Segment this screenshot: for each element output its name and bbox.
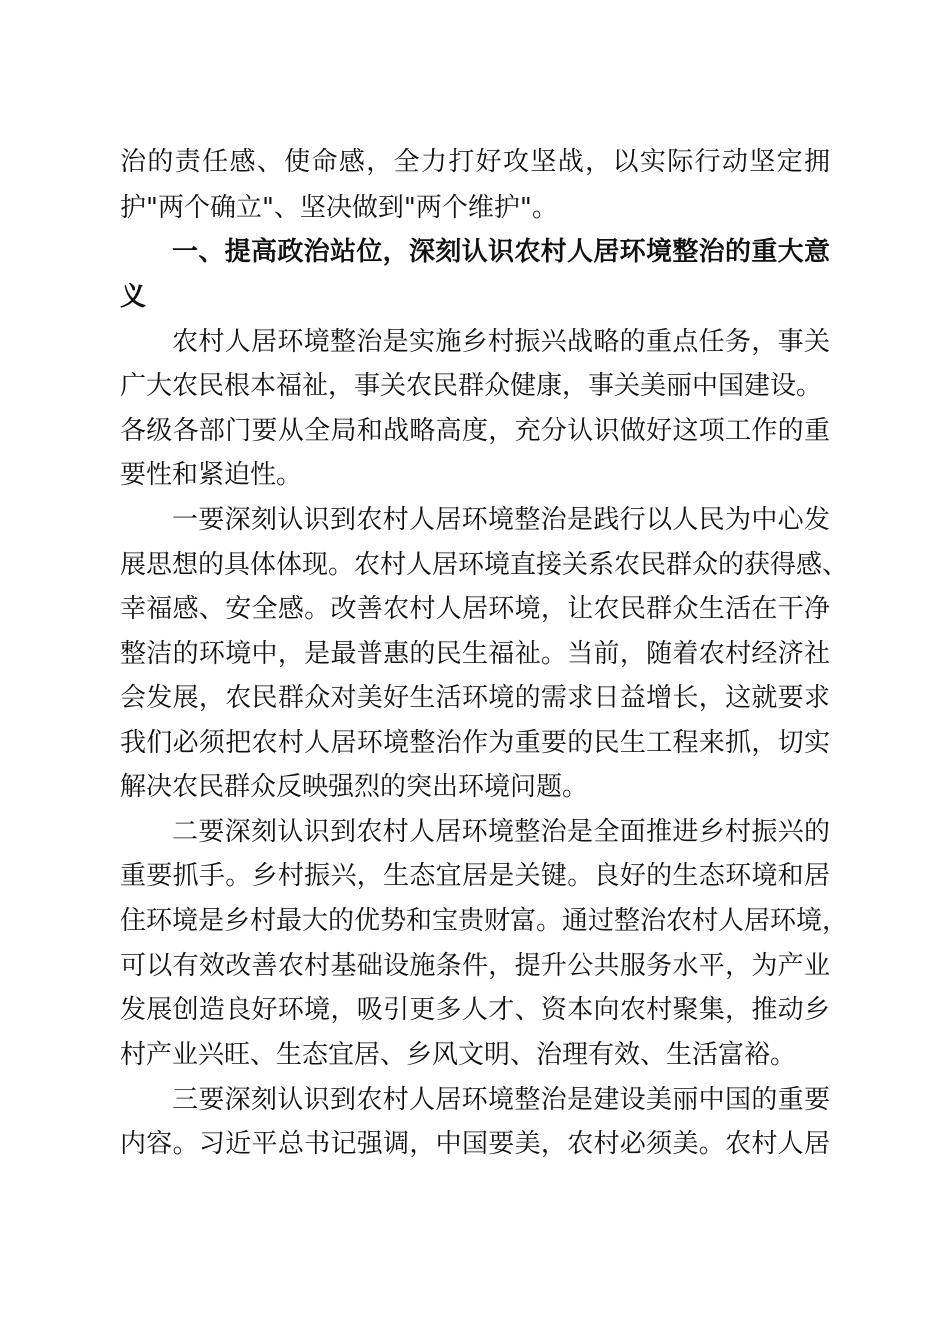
text-line: 农村人居环境整治是实施乡村振兴战略的重点任务，事关 (172, 327, 830, 357)
text-line: 一要深刻认识到农村人居环境整治是践行以人民为中心发 (172, 505, 830, 535)
text-line: 解决农民群众反映强烈的突出环境问题。 (120, 772, 589, 802)
text-line: 二要深刻认识到农村人居环境整治是全面推进乡村振兴的 (172, 817, 830, 847)
text-line: 广大农民根本福祉，事关农民群众健康，事关美丽中国建设。 (120, 371, 823, 401)
text-line: 展思想的具体体现。农村人居环境直接关系农民群众的获得感、 (120, 550, 849, 580)
text-line: 要性和紧迫性。 (120, 460, 303, 490)
text-line: 内容。习近平总书记强调，中国要美，农村必须美。农村人居 (120, 1129, 830, 1159)
text-line: 三要深刻认识到农村人居环境整治是建设美丽中国的重要 (172, 1085, 830, 1115)
text-line: 治的责任感、使命感，全力打好攻坚战，以实际行动坚定拥 (120, 147, 830, 177)
text-line: 幸福感、安全感。改善农村人居环境，让农民群众生活在干净 (120, 594, 830, 624)
section-heading-continued: 义 (120, 282, 147, 312)
text-line: 护"两个确立"、坚决做到"两个维护"。 (120, 193, 558, 223)
text-line: 村产业兴旺、生态宜居、乡风文明、治理有效、生活富裕。 (120, 1040, 797, 1070)
text-line: 我们必须把农村人居环境整治作为重要的民生工程来抓，切实 (120, 728, 830, 758)
section-heading: 一、提高政治站位，深刻认识农村人居环境整治的重大意 (172, 237, 830, 267)
text-line: 各级各部门要从全局和战略高度，充分认识做好这项工作的重 (120, 416, 830, 446)
text-line: 可以有效改善农村基础设施条件，提升公共服务水平，为产业 (120, 951, 830, 981)
text-line: 整洁的环境中，是最普惠的民生福祉。当前，随着农村经济社 (120, 639, 830, 669)
text-line: 重要抓手。乡村振兴，生态宜居是关键。良好的生态环境和居 (120, 861, 830, 891)
text-line: 住环境是乡村最大的优势和宝贵财富。通过整治农村人居环境， (120, 906, 849, 936)
text-line: 发展创造良好环境，吸引更多人才、资本向农村聚集，推动乡 (120, 995, 830, 1025)
text-line: 会发展，农民群众对美好生活环境的需求日益增长，这就要求 (120, 683, 830, 713)
